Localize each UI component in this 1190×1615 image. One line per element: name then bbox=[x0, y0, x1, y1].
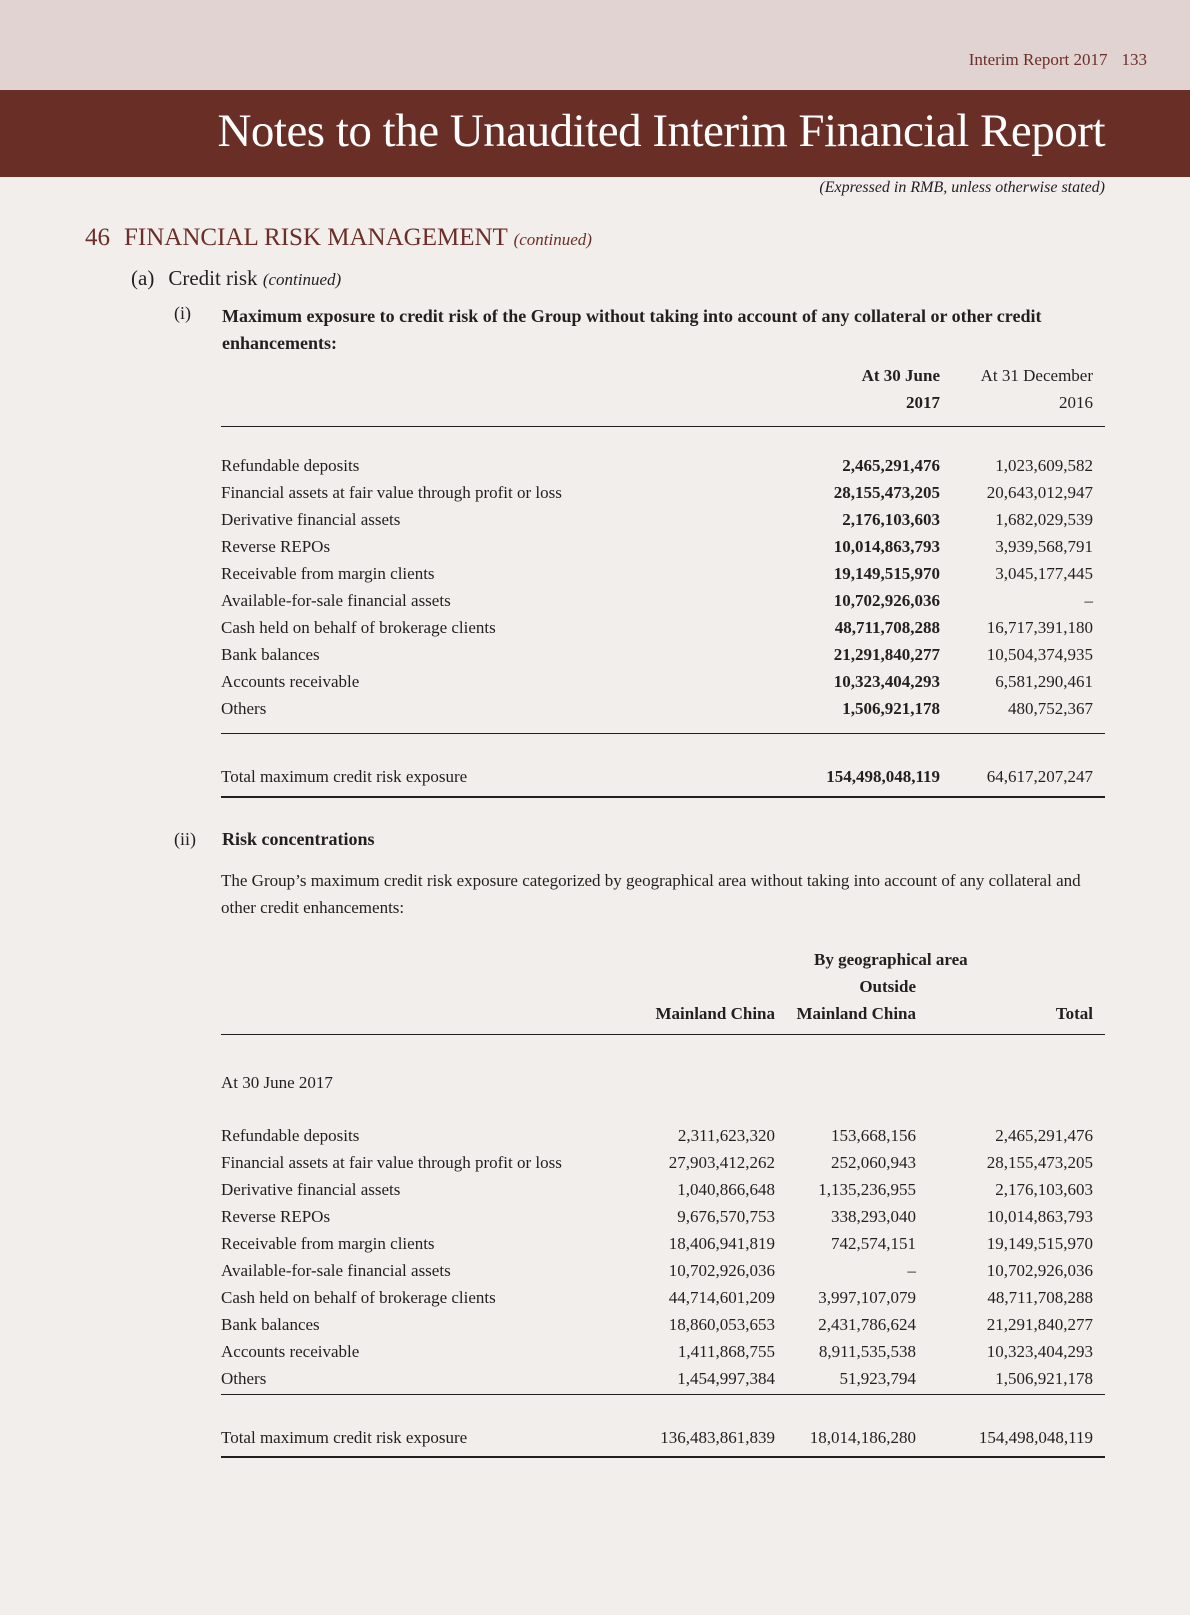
total-row bbox=[221, 1424, 1105, 1451]
table-row: Receivable from margin clients 19,149,515,970 3,045,177,445 bbox=[221, 564, 1093, 583]
running-head bbox=[969, 50, 1147, 70]
table-row: Refundable deposits 2,465,291,476 1,023,609,582 bbox=[221, 456, 1093, 475]
subsection-title: Credit risk bbox=[168, 266, 258, 290]
subtotal-rule bbox=[221, 733, 1105, 734]
subsection-heading bbox=[131, 266, 341, 291]
header-rule bbox=[221, 426, 1105, 427]
group-header: By geographical area bbox=[814, 950, 968, 969]
item-ii-text: Risk concentrations bbox=[222, 829, 375, 849]
table-row: Financial assets at fair value through profit or loss 27,903,412,262 252,060,943 28,155,473,205 bbox=[221, 1153, 1093, 1172]
col-header-total: Total bbox=[1055, 1004, 1093, 1023]
total-outside: 18,014,186,280 bbox=[809, 1428, 916, 1447]
subsection-label: (a) bbox=[131, 266, 155, 290]
section-title: FINANCIAL RISK MANAGEMENT bbox=[124, 224, 508, 251]
table-row: Cash held on behalf of brokerage clients 44,714,601,209 3,997,107,079 48,711,708,288 bbox=[221, 1288, 1093, 1307]
page-number: 133 bbox=[1121, 50, 1147, 69]
period-label-row bbox=[221, 1069, 1105, 1096]
table-row: Cash held on behalf of brokerage clients 48,711,708,288 16,717,391,180 bbox=[221, 618, 1093, 637]
table-header-row-1 bbox=[221, 362, 1105, 389]
table-body bbox=[221, 1122, 1105, 1392]
item-ii-label: (ii) bbox=[174, 829, 196, 849]
title-bar bbox=[0, 90, 1190, 177]
table-row: Others 1,454,997,384 51,923,794 1,506,921,178 bbox=[221, 1369, 1093, 1388]
table-body bbox=[221, 452, 1105, 722]
table-row: Derivative financial assets 2,176,103,603 1,682,029,539 bbox=[221, 510, 1093, 529]
total-rule bbox=[221, 1456, 1105, 1458]
total-label: Total maximum credit risk exposure bbox=[221, 767, 468, 786]
page-subtitle: (Expressed in RMB, unless otherwise stated) bbox=[819, 179, 1105, 196]
total-rule bbox=[221, 796, 1105, 798]
total-2016: 64,617,207,247 bbox=[986, 767, 1093, 786]
subsection-continued: (continued) bbox=[262, 270, 342, 289]
table-row: Bank balances 18,860,053,653 2,431,786,624 21,291,840,277 bbox=[221, 1315, 1093, 1334]
running-title: Interim Report 2017 bbox=[968, 50, 1108, 69]
total-row bbox=[221, 763, 1105, 790]
table-row: Reverse REPOs 9,676,570,753 338,293,040 10,014,863,793 bbox=[221, 1207, 1093, 1226]
table-row: Others 1,506,921,178 480,752,367 bbox=[221, 699, 1093, 718]
header-rule bbox=[221, 1034, 1105, 1035]
item-i-label: (i) bbox=[174, 303, 191, 323]
section-continued: (continued) bbox=[513, 230, 592, 249]
table-row: Financial assets at fair value through profit or loss 28,155,473,205 20,643,012,947 bbox=[221, 483, 1093, 502]
subtotal-rule bbox=[221, 1394, 1105, 1395]
table-row: Accounts receivable 1,411,868,755 8,911,535,538 10,323,404,293 bbox=[221, 1342, 1093, 1361]
total-label: Total maximum credit risk exposure bbox=[221, 1428, 468, 1447]
col-header-2016: At 31 December bbox=[980, 366, 1093, 385]
total-2017: 154,498,048,119 bbox=[826, 767, 940, 786]
table-row: Available-for-sale financial assets 10,702,926,036 – 10,702,926,036 bbox=[221, 1261, 1093, 1280]
page-title: Notes to the Unaudited Interim Financial Report bbox=[217, 105, 1105, 157]
credit-exposure-table bbox=[221, 362, 1105, 786]
risk-concentration-paragraph: The Group’s maximum credit risk exposure categorized by geographical area without taking into account of any collateral and other credit enhancements: bbox=[221, 871, 1081, 917]
item-i-text: Maximum exposure to credit risk of the Group without taking into account of any collateral or other credit enhancements: bbox=[222, 306, 1042, 353]
col-header-mainland: Mainland China bbox=[655, 1004, 775, 1023]
total-mainland: 136,483,861,839 bbox=[660, 1428, 775, 1447]
period-label: At 30 June 2017 bbox=[221, 1073, 333, 1092]
col-header-2017-year: 2017 bbox=[906, 393, 940, 412]
section-heading bbox=[85, 224, 592, 252]
table-header-row-2 bbox=[221, 389, 1105, 416]
table-row: Available-for-sale financial assets 10,702,926,036 – bbox=[221, 591, 1093, 610]
col-header-2017: At 30 June bbox=[861, 366, 940, 385]
table-row: Bank balances 21,291,840,277 10,504,374,935 bbox=[221, 645, 1093, 664]
table-row: Derivative financial assets 1,040,866,648 1,135,236,955 2,176,103,603 bbox=[221, 1180, 1093, 1199]
total-total: 154,498,048,119 bbox=[978, 1428, 1093, 1447]
table-row: Accounts receivable 10,323,404,293 6,581,290,461 bbox=[221, 672, 1093, 691]
table-row: Refundable deposits 2,311,623,320 153,668,156 2,465,291,476 bbox=[221, 1126, 1093, 1145]
section-number: 46 bbox=[85, 224, 110, 251]
col-header-outside-line2: Mainland China bbox=[796, 1004, 916, 1023]
table-row: Receivable from margin clients 18,406,941,819 742,574,151 19,149,515,970 bbox=[221, 1234, 1093, 1253]
table-row: Reverse REPOs 10,014,863,793 3,939,568,791 bbox=[221, 537, 1093, 556]
col-header-outside-line1: Outside bbox=[859, 977, 916, 996]
col-header-2016-year: 2016 bbox=[1059, 393, 1093, 412]
top-band bbox=[0, 0, 1190, 90]
